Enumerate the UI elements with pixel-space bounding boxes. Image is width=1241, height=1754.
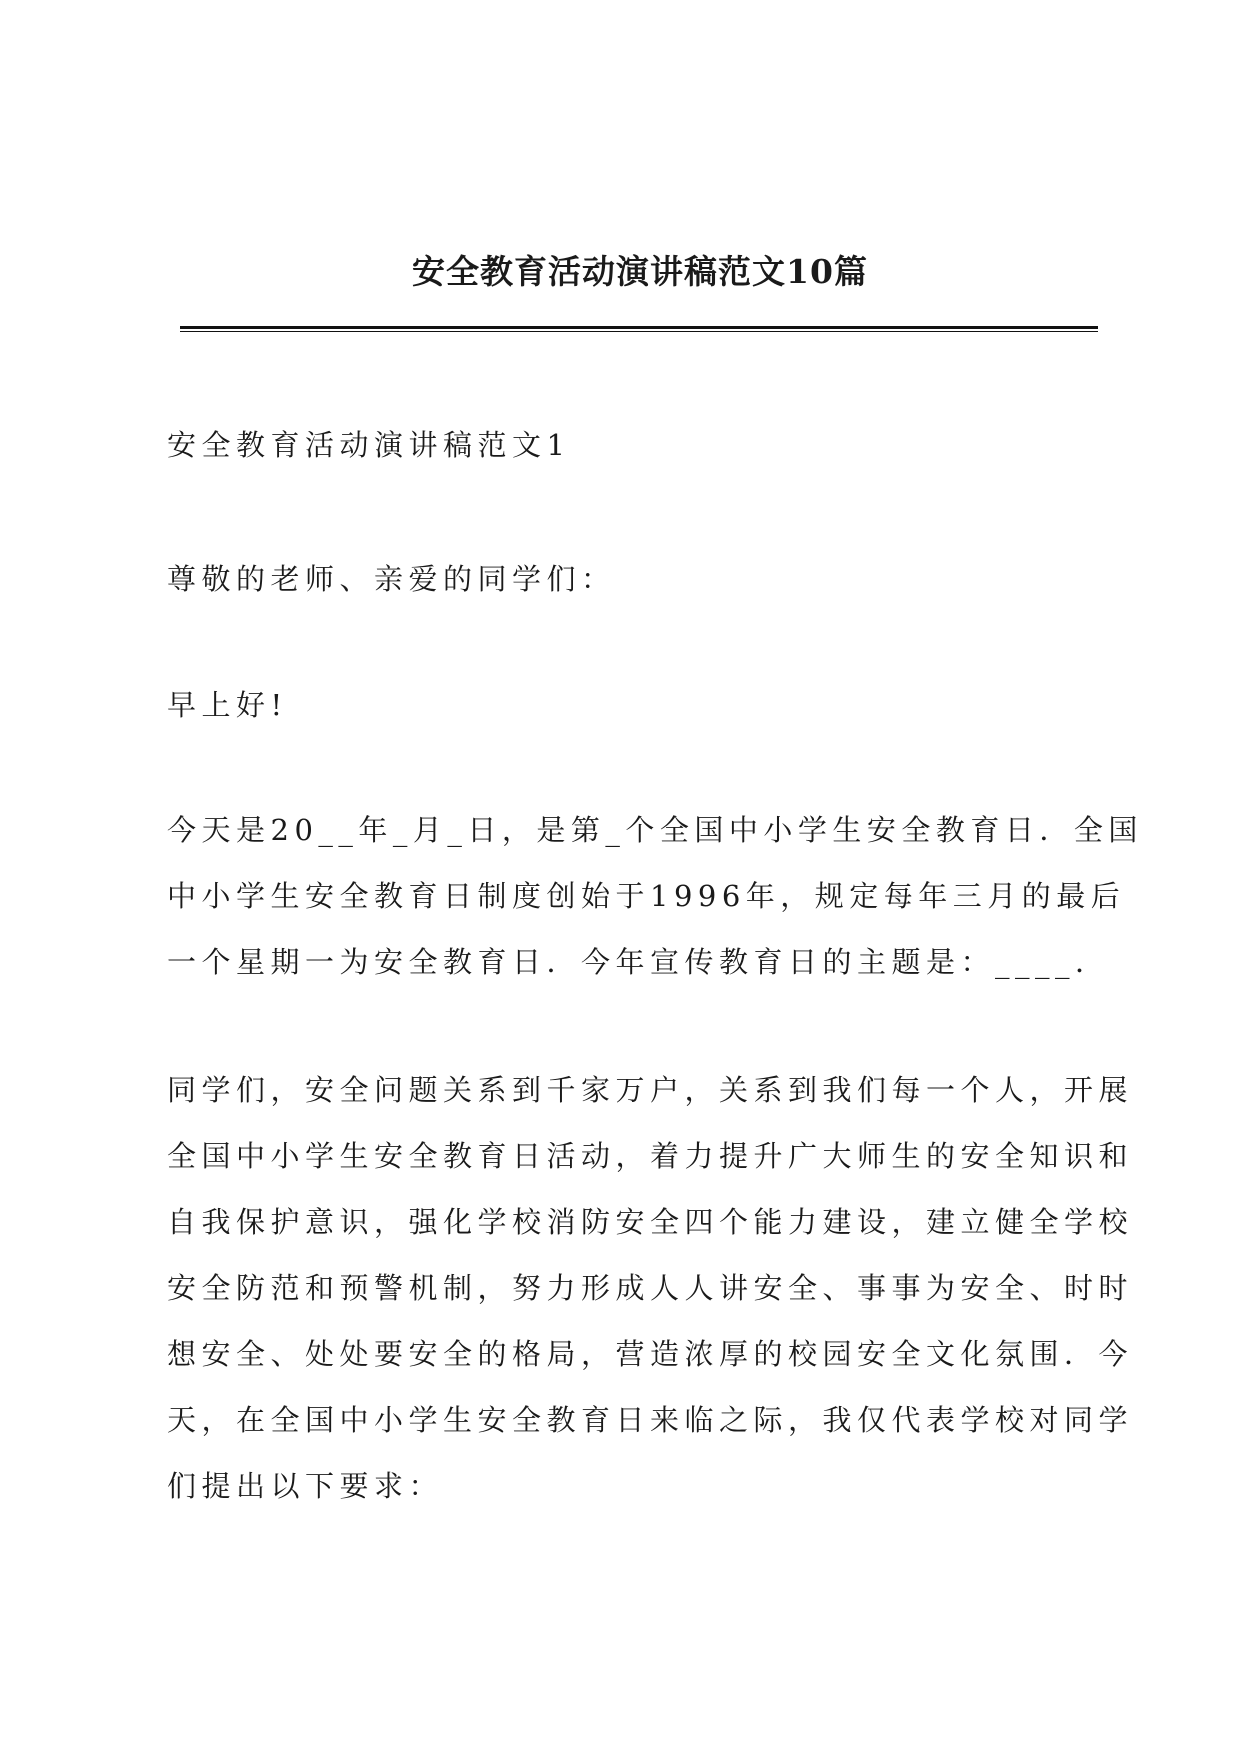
paragraph-line: 安全防范和预警机制，努力形成人人讲安全、事事为安全、时时 — [167, 1271, 1134, 1305]
section-heading: 安全教育活动演讲稿范文1 — [167, 428, 571, 462]
intro-paragraph — [167, 797, 1143, 995]
morning-line: 早上好! — [167, 688, 288, 722]
document-title: 安全教育活动演讲稿范文10篇 — [412, 252, 868, 291]
divider-thin-line — [180, 331, 1098, 332]
paragraph-line: 一个星期一为安全教育日．今年宣传教育日的主题是：____． — [167, 945, 1110, 979]
greeting-line: 尊敬的老师、亲爱的同学们： — [167, 562, 616, 596]
paragraph-line: 今天是20__年_月_日，是第_个全国中小学生安全教育日．全国 — [167, 813, 1143, 847]
title-divider — [180, 326, 1098, 333]
paragraph-line: 天，在全国中小学生安全教育日来临之际，我仅代表学校对同学 — [167, 1403, 1134, 1437]
paragraph-line: 想安全、处处要安全的格局，营造浓厚的校园安全文化氛围．今 — [167, 1337, 1134, 1371]
divider-thick-line — [180, 326, 1098, 329]
paragraph-line: 同学们，安全问题关系到千家万户，关系到我们每一个人，开展 — [167, 1073, 1134, 1107]
paragraph-line: 全国中小学生安全教育日活动，着力提升广大师生的安全知识和 — [167, 1139, 1134, 1173]
paragraph-line: 们提出以下要求： — [167, 1469, 444, 1503]
paragraph-line: 自我保护意识，强化学校消防安全四个能力建设，建立健全学校 — [167, 1205, 1134, 1239]
body-paragraph — [167, 1057, 1134, 1519]
paragraph-line: 中小学生安全教育日制度创始于1996年，规定每年三月的最后 — [167, 879, 1126, 913]
